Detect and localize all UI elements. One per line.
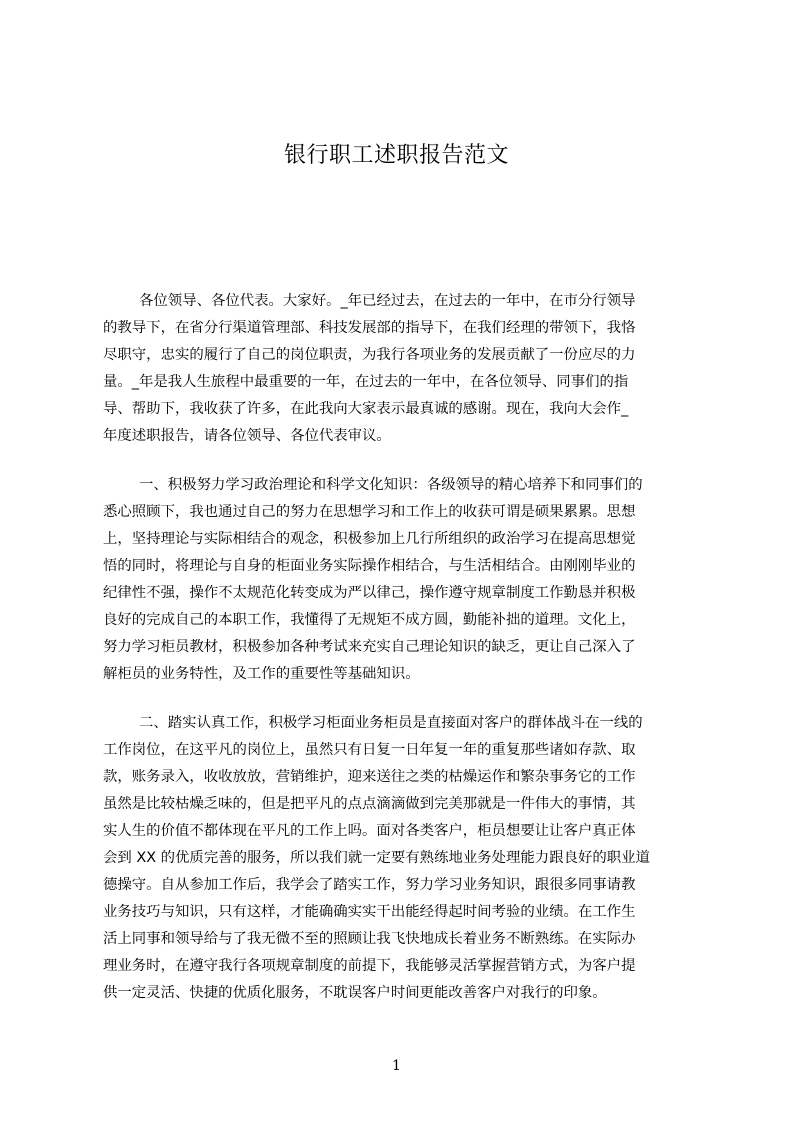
text-line: 工作岗位，在这平凡的岗位上，虽然只有日复一日年复一年的重复那些诸如存款、取 — [103, 742, 636, 758]
text-line: 良好的完成自己的本职工作，我懂得了无规矩不成方圆，勤能补拙的道理。文化上， — [103, 612, 636, 628]
text-line: 德操守。自从参加工作后，我学会了踏实工作，努力学习业务知识，跟很多同事请教 — [103, 877, 636, 893]
text-line: 款，账务录入，收收放放，营销维护，迎来送往之类的枯燥运作和繁杂事务它的工作 — [103, 769, 636, 785]
text-line: 年度述职报告，请各位领导、各位代表审议。 — [103, 428, 391, 444]
text-line: 各位领导、各位代表。大家好。_年已经过去，在过去的一年中，在市分行领导 — [139, 293, 636, 309]
text-line: 二、踏实认真工作，积极学习柜面业务柜员是直接面对客户的群体战斗在一线的 — [139, 715, 643, 731]
text-line: 导、帮助下，我收获了许多，在此我向大家表示最真诚的感谢。现在，我向大会作_ — [103, 401, 629, 417]
text-line: 一、积极努力学习政治理论和科学文化知识：各级领导的精心培养下和同事们的 — [139, 477, 643, 493]
text-line: 业务技巧与知识，只有这样，才能确确实实干出能经得起时间考验的业绩。在工作生 — [103, 904, 636, 920]
text-line: 上，坚持理论与实际相结合的观念，积极参加上几行所组织的政治学习在提高思想觉 — [103, 531, 636, 547]
text-line: 供一定灵活、快捷的优质化服务，不耽误客户时间更能改善客户对我行的印象。 — [103, 985, 607, 1001]
text-line: 悉心照顾下，我也通过自己的努力在思想学习和工作上的收获可谓是硕果累累。思想 — [103, 504, 636, 520]
paragraph-intro — [103, 288, 697, 450]
text-line: 量。_年是我人生旅程中最重要的一年，在过去的一年中，在各位领导、同事们的指 — [103, 374, 629, 390]
paragraph-section-1 — [103, 472, 697, 688]
text-line: 努力学习柜员教材，积极参加各种考试来充实自己理论知识的缺乏，更让自己深入了 — [103, 639, 636, 655]
text-line: 实人生的价值不都体现在平凡的工作上吗。面对各类客户，柜员想要让让客户真正体 — [103, 823, 636, 839]
text-line: 会到 XX 的优质完善的服务，所以我们就一定要有熟练地业务处理能力跟良好的职业道 — [103, 850, 650, 866]
text-line: 的教导下，在省分行渠道管理部、科技发展部的指导下，在我们经理的带领下，我恪 — [103, 320, 636, 336]
text-line: 虽然是比较枯燥乏味的，但是把平凡的点点滴滴做到完美那就是一件伟大的事情，其 — [103, 796, 636, 812]
paragraph-section-2 — [103, 710, 697, 1007]
document-body — [103, 288, 697, 1029]
text-line: 活上同事和领导给与了我无微不至的照顾让我飞快地成长着业务不断熟练。在实际办 — [103, 931, 636, 947]
document-title: 银行职工述职报告范文 — [283, 143, 509, 168]
page-number: 1 — [392, 1058, 401, 1074]
text-line: 解柜员的业务特性，及工作的重要性等基础知识。 — [103, 666, 420, 682]
text-line: 理业务时，在遵守我行各项规章制度的前提下，我能够灵活掌握营销方式，为客户提 — [103, 958, 636, 974]
text-line: 纪律性不强，操作不太规范化转变成为严以律己，操作遵守规章制度工作勤恳并积极 — [103, 585, 636, 601]
text-line: 尽职守，忠实的履行了自己的岗位职责，为我行各项业务的发展贡献了一份应尽的力 — [103, 347, 636, 363]
text-line: 悟的同时，将理论与自身的柜面业务实际操作相结合，与生活相结合。由刚刚毕业的 — [103, 558, 636, 574]
